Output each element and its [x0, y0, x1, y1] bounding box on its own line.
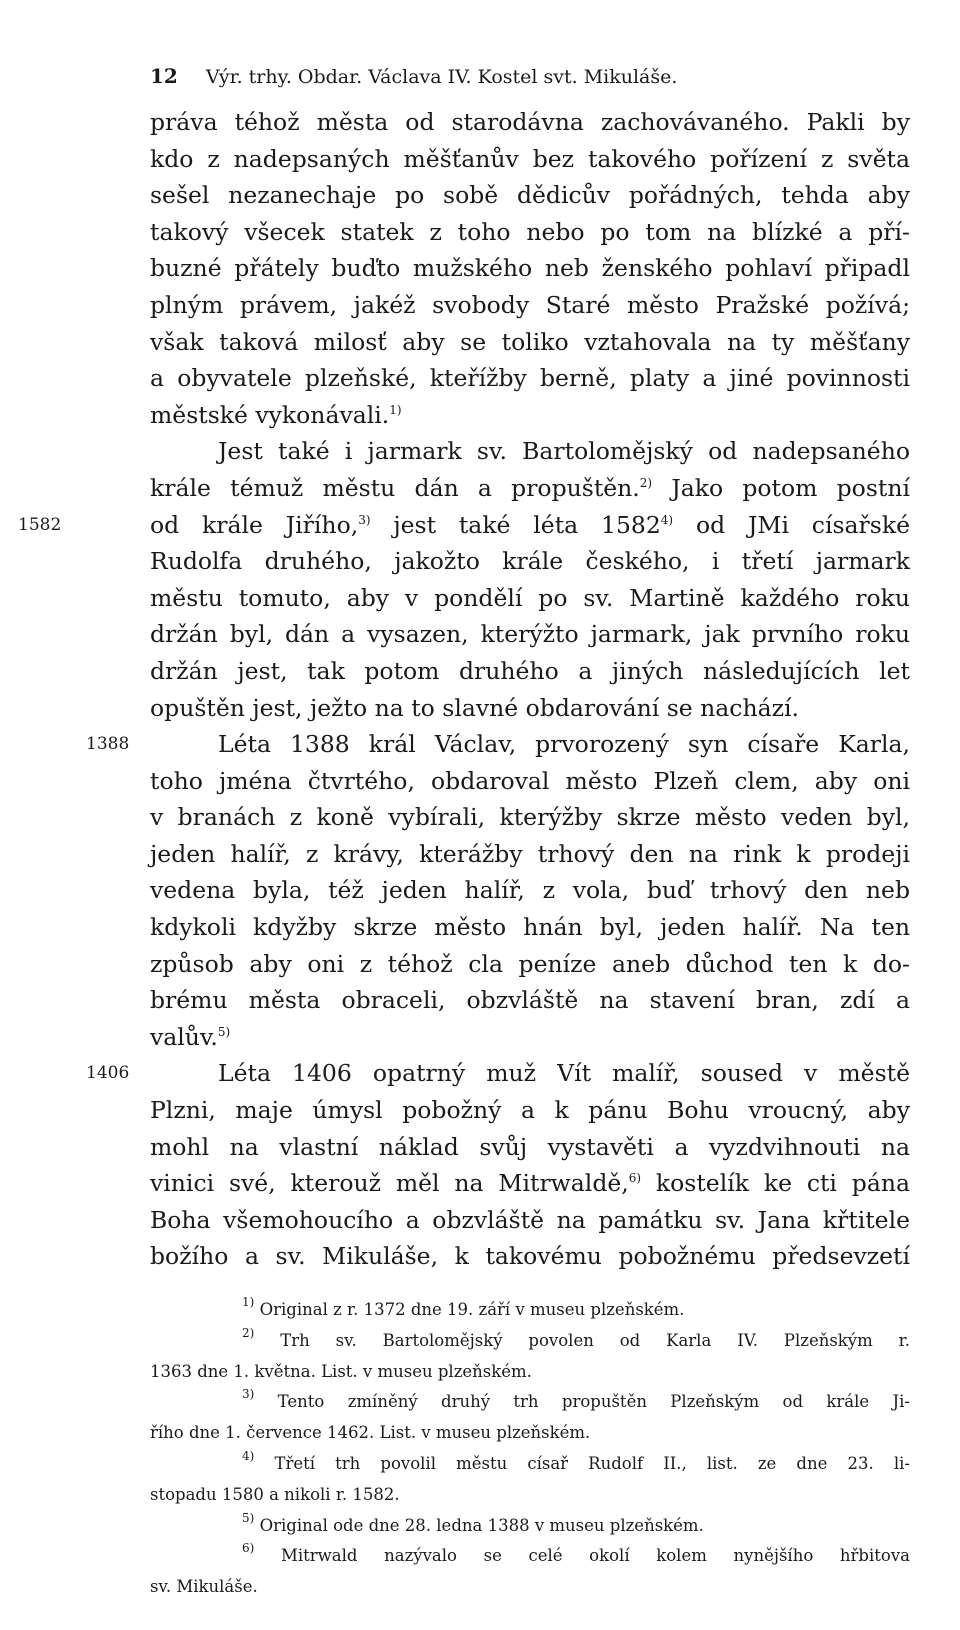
text-run: Boha všemohoucího a obzvláště na památku sv. Jana křtitele [150, 1205, 910, 1234]
footnote-marker: 6) [242, 1541, 255, 1556]
text-line [150, 690, 910, 727]
text-run: brému města obraceli, obzvláště na stavení bran, zdí a [150, 986, 910, 1015]
footnote-marker: 1) [242, 1295, 255, 1309]
text-line [150, 763, 910, 800]
text-run: Jako potom postní [652, 473, 910, 502]
text-run: a obyvatele plzeňské, kteřížby berně, platy a jiné povinnosti [150, 364, 910, 393]
paragraph [86, 726, 910, 1055]
paragraph [86, 1055, 910, 1275]
footnote-text: Original ode dne 28. ledna 1388 v museu plzeňském. [254, 1515, 704, 1535]
text-line [150, 1092, 910, 1129]
text-line [86, 726, 910, 763]
footnote-ref: 4) [660, 512, 674, 527]
text-run: kdo z nadepsaných měšťanův bez takového pořízení z světa [150, 144, 910, 173]
footnote-ref: 6) [628, 1171, 642, 1186]
text-run: od JMi císařské [673, 510, 910, 539]
footnote-line [150, 1326, 910, 1357]
text-line [150, 104, 910, 141]
text-run: mohl na vlastní náklad svůj vystavěti a vyzdvihnouti na [150, 1132, 910, 1161]
text-run: Rudolfa druhého, jakožto krále českého, i třetí jarmark [150, 547, 910, 576]
footnote-ref: 1) [389, 402, 402, 417]
footnote-line [150, 1418, 910, 1449]
text-run: sešel nezanechaje po sobě dědicův pořádných, tehda aby [150, 181, 910, 210]
text-run: Jest také i jarmark sv. Bartolomějský od nadepsaného [218, 437, 910, 466]
footnote-line [150, 1572, 910, 1603]
margin-year: 1406 [86, 1063, 130, 1084]
text-run: od krále Jiřího, [150, 510, 359, 539]
paragraph [18, 433, 910, 726]
text-line [150, 1129, 910, 1166]
text-run: způsob aby oni z téhož cla peníze aneb důchod ten k do- [150, 949, 910, 978]
text-run: božího a sv. Mikuláše, k takovému pobožnému předsevzetí [150, 1242, 910, 1271]
text-run: sv. Mikuláše. [150, 1577, 258, 1597]
text-run: kdykoli kdyžby skrze město hnán byl, jeden halíř. Na ten [150, 913, 910, 942]
footnote-line [150, 1480, 910, 1511]
text-run: vedena byla, též jeden halíř, z vola, buď trhový den neb [150, 876, 910, 905]
text-line [150, 872, 910, 909]
footnote-ref: 5) [217, 1024, 231, 1039]
text-run: 1363 dne 1. května. List. v museu plzeňském. [150, 1361, 532, 1381]
text-run: Léta 1406 opatrný muž Vít malíř, soused v městě [218, 1059, 910, 1088]
footnote-line [150, 1357, 910, 1388]
text-line [150, 470, 910, 507]
text-line [150, 287, 910, 324]
footnote-text: Třetí trh povolil městu císař Rudolf II., list. ze dne 23. li- [254, 1453, 910, 1473]
footnote [150, 1449, 910, 1511]
text-run: toho jména čtvrtého, obdaroval město Plzeň clem, aby oni [150, 766, 910, 795]
footnote [150, 1326, 910, 1388]
text-run: řího dne 1. července 1462. List. v museu plzeňském. [150, 1423, 591, 1443]
footnote-ref: 3) [358, 512, 371, 527]
margin-year: 1582 [18, 514, 62, 535]
text-line [150, 1202, 910, 1239]
text-run: stopadu 1580 a nikoli r. 1582. [150, 1484, 400, 1504]
main-text [18, 104, 910, 1275]
text-run: jest také léta 1582 [370, 510, 661, 539]
footnote-text: Tento zmíněný druhý trh propuštěn Plzeňským od krále Ji- [254, 1392, 910, 1412]
footnote [150, 1295, 910, 1326]
text-line [150, 653, 910, 690]
text-run: opuštěn jest, ježto na to slavné obdarování se nachází. [150, 693, 799, 722]
text-run: vinici své, kterouž měl na Mitrwaldě, [150, 1169, 629, 1198]
text-line [150, 177, 910, 214]
footnote [150, 1511, 910, 1542]
text-run: držán jest, tak potom druhého a jiných následujících let [150, 656, 910, 685]
text-run: kostelík ke cti pána [641, 1169, 910, 1198]
text-line [150, 250, 910, 287]
text-line [150, 909, 910, 946]
text-run: Plzni, maje úmysl pobožný a k pánu Bohu vroucný, aby [150, 1096, 910, 1125]
text-run: městu tomuto, aby v pondělí po sv. Martině každého roku [150, 583, 910, 612]
footnote-marker: 2) [242, 1325, 255, 1340]
page-number: 12 [150, 64, 178, 88]
footnotes [150, 1295, 910, 1603]
text-line [150, 836, 910, 873]
running-header [150, 64, 910, 88]
text-line [150, 543, 910, 580]
text-run: však taková milosť aby se toliko vztahovala na ty měšťany [150, 327, 910, 356]
text-line [150, 433, 910, 470]
footnote-text: Mitrwald nazývalo se celé okolí kolem nynějšího hřbitova [254, 1546, 910, 1566]
text-run: takový všecek statek z toho nebo po tom na blízké a pří- [150, 217, 910, 246]
text-line [150, 616, 910, 653]
text-line [150, 324, 910, 361]
text-line [150, 580, 910, 617]
text-line [150, 982, 910, 1019]
text-run: práva téhož města od starodávna zachovávaného. Pakli by [150, 108, 910, 136]
footnote [150, 1541, 910, 1603]
text-run: městské vykonávali. [150, 400, 390, 429]
footnote-line [150, 1511, 910, 1542]
paragraph [150, 104, 910, 433]
text-line [150, 360, 910, 397]
text-run: Léta 1388 král Václav, prvorozený syn císaře Karla, [218, 730, 910, 759]
text-run: plným právem, jakéž svobody Staré město Pražské požívá; [150, 290, 910, 319]
margin-year: 1388 [86, 734, 130, 755]
text-line [150, 946, 910, 983]
footnote-marker: 5) [242, 1510, 255, 1525]
text-run: buzné přátely buďto mužského neb ženského pohlaví připadl [150, 254, 910, 283]
text-line [150, 141, 910, 178]
footnote-line [150, 1295, 910, 1326]
text-run: v branách z koně vybírali, kterýžby skrze město veden byl, [150, 803, 910, 832]
running-title: Výr. trhy. Obdar. Václava IV. Kostel svt. Mikuláše. [205, 66, 678, 88]
footnote-text: Trh sv. Bartolomějský povolen od Karla IV. Plzeňským r. [254, 1330, 910, 1350]
footnote-line [150, 1541, 910, 1572]
text-line [150, 1165, 910, 1202]
footnote-text: Original z r. 1372 dne 19. září v museu plzeňském. [254, 1300, 685, 1319]
footnote-ref: 2) [639, 475, 653, 490]
text-run: držán byl, dán a vysazen, kterýžto jarmark, jak prvního roku [150, 620, 910, 649]
text-line [150, 799, 910, 836]
text-run: valův. [150, 1022, 218, 1051]
footnote-marker: 3) [242, 1387, 255, 1402]
text-line [86, 1055, 910, 1092]
text-line [150, 397, 910, 434]
footnote-marker: 4) [242, 1448, 255, 1463]
text-run: jeden halíř, z krávy, kterážby trhový den na rink k prodeji [150, 839, 910, 868]
text-line [150, 214, 910, 251]
text-line [150, 1238, 910, 1275]
footnote-line [150, 1387, 910, 1418]
footnote-line [150, 1449, 910, 1480]
text-run: krále témuž městu dán a propuštěn. [150, 473, 640, 502]
footnote [150, 1387, 910, 1449]
text-line [150, 1019, 910, 1056]
text-line [18, 507, 910, 544]
